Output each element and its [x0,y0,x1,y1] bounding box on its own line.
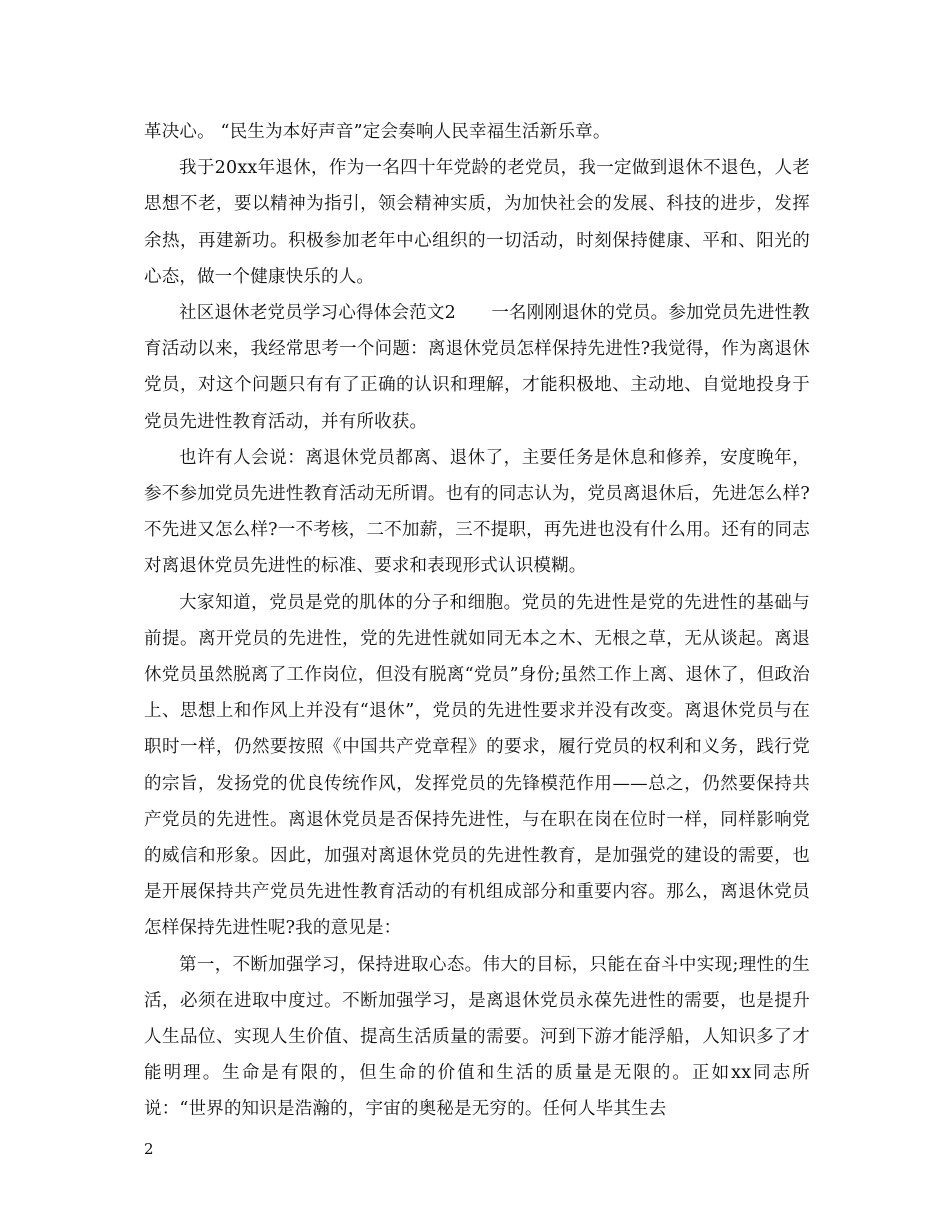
paragraph-5: 大家知道，党员是党的肌体的分子和细胞。党员的先进性是党的先进性的基础与前提。离开党员的先进性，党的先进性就如同无本之木、无根之草，无从谈起。离退休党员虽然脱离了工作岗位，但没有脱离“党员”身份;虽然工作上离、退休了，但政治上、思想上和作风上并没有“退休”，党员的先进性要求并没有改变。离退休党员与在职时一样，仍然要按照《中国共产党章程》的要求，履行党员的权利和义务，践行党的宗旨，发扬党的优良传统作风，发挥党员的先锋模范作用——总之，仍然要保持共产党员的先进性。离退休党员是否保持先进性，与在职在岗在位时一样，同样影响党的威信和形象。因此，加强对离退休党员的先进性教育，是加强党的建设的需要，也是开展保持共产党员先进性教育活动的有机组成部分和重要内容。那么，离退休党员怎样保持先进性呢?我的意见是： [144,592,810,939]
page-number: 2 [144,1140,154,1158]
paragraph-1: 革决心。 “民生为本好声音”定会奏响人民幸福生活新乐章。 [144,122,611,142]
body-text [144,114,810,1128]
paragraph-2: 我于20xx年退休，作为一名四十年党龄的老党员，我一定做到退休不退色，人老思想不老，要以精神为指引，领会精神实质，为加快社会的发展、科技的进步，发挥余热，再建新功。积极参加老年中心组织的一切活动，时刻保持健康、平和、阳光的心态，做一个健康快乐的人。 [144,158,810,287]
paragraph-4: 也许有人会说：离退休党员都离、退休了，主要任务是休息和修养，安度晚年，参不参加党员先进性教育活动无所谓。也有的同志认为，党员离退休后，先进怎么样?不先进又怎么样?一不考核，二不加薪，三不提职，再先进也没有什么用。还有的同志对离退休党员先进性的标准、要求和表现形式认识模糊。 [144,447,810,577]
paragraph-3: 社区退休老党员学习心得体会范文2 一名刚刚退休的党员。参加党员先进性教育活动以来，我经常思考一个问题：离退休党员怎样保持先进性?我觉得，作为离退休党员，对这个问题只有有了正确的认识和理解，才能积极地、主动地、自觉地投身于党员先进性教育活动，并有所收获。 [144,303,810,432]
paragraph-6: 第一，不断加强学习，保持进取心态。伟大的目标，只能在奋斗中实现;理性的生活，必须在进取中度过。不断加强学习，是离退休党员永葆先进性的需要，也是提升人生品位、实现人生价值、提高生活质量的需要。河到下游才能浮船，人知识多了才能明理。生命是有限的，但生命的价值和生活的质量是无限的。正如xx同志所说：“世界的知识是浩瀚的，宇宙的奥秘是无穷的。任何人毕其生去 [144,954,810,1120]
